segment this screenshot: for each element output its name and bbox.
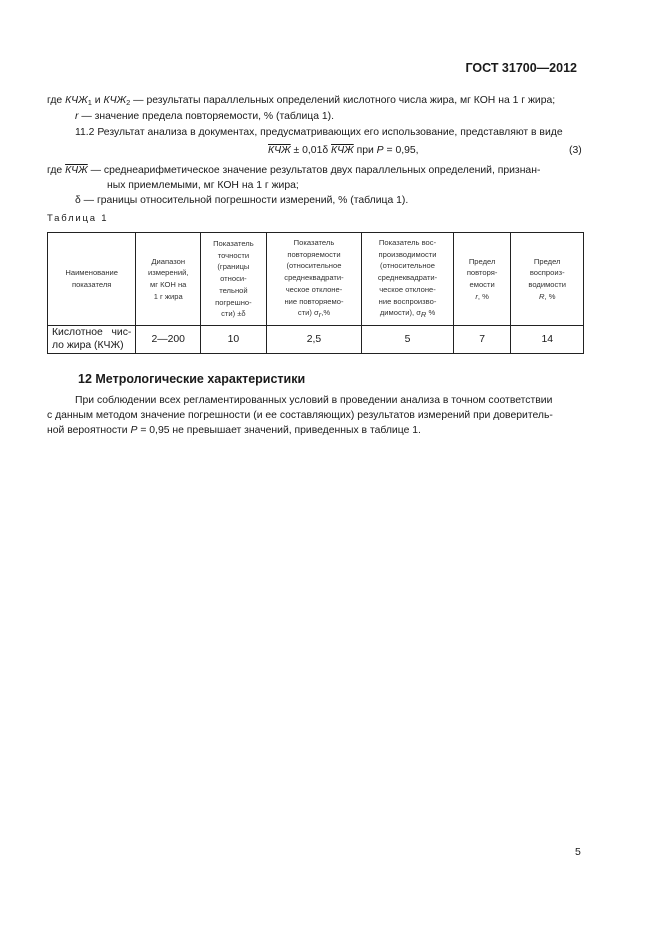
symbol-kchzh1: КЧЖ [65,95,88,106]
legend-repeatability-limit [75,109,334,124]
table-header-row [48,233,584,326]
legend-kchzh-mean [47,163,540,178]
section-text-line-3: ной вероятности P = 0,95 не превышает значений, приведенных в таблице 1. [47,425,421,436]
cell-indicator-name: Кислотное чис- ло жира (КЧЖ) [48,326,136,354]
header-repeatability-limit: Предел повторя- емости r, % [453,233,511,326]
legend-delta: δ — границы относительной погрешности измерений, % (таблица 1). [75,195,409,206]
symbol-p: P [376,145,384,156]
legend-kchzh-results [47,93,555,110]
cell-range: 2—200 [136,326,201,354]
cell-sigma-R: 5 [362,326,454,354]
document-header: ГОСТ 31700—2012 [465,61,577,75]
section-text-line-1: При соблюдении всех регламентированных условий в проведении анализа в точном соответствии [75,395,553,406]
symbol-r: r [75,111,79,122]
header-reproducibility-limit: Предел воспроиз- водимости R, % [511,233,584,326]
legend-kchzh-mean-cont: ных приемлемыми, мг КОН на 1 г жира; [107,180,299,191]
cell-r-limit: 7 [453,326,511,354]
section-text-line-2: с данным методом значение погрешности (и ее составляющих) результатов измерений при доверитель- [47,410,553,421]
subscript-2: 2 [126,98,131,107]
table-caption: Таблица 1 [47,213,109,224]
symbol-kchzh-mean: КЧЖ [331,145,354,156]
section-title: 12 Метрологические характеристики [78,372,306,386]
page-number: 5 [575,846,581,858]
formula-text: при [353,145,377,156]
header-measurement-range: Диапазон измерений, мг КОН на 1 г жира [136,233,201,326]
table-row [48,326,584,354]
legend-and: и [91,95,104,106]
symbol-kchzh-mean: КЧЖ [65,165,88,176]
header-indicator-name: Наименование показателя [48,233,136,326]
legend-text: — результаты параллельных определений кислотного числа жира, мг КОН на 1 г жира; [130,95,556,106]
formula-text: = 0,95, [383,145,419,156]
legend-where: где [47,165,66,176]
formula-number: (3) [569,145,582,156]
cell-accuracy: 10 [201,326,267,354]
formula-3 [268,143,419,158]
symbol-kchzh-mean: КЧЖ [268,145,291,156]
legend-text: — среднеарифметическое значение результатов двух параллельных определений, признан- [87,165,541,176]
header-repeatability: Показатель повторяемости (относительное среднеквадрати- ческое отклоне- ние повторяемо- сти) σr,% [266,233,362,326]
symbol-kchzh2: КЧЖ [103,95,127,106]
formula-mid: ± 0,01δ [290,145,332,156]
metrology-table [47,232,584,354]
legend-where: где [47,95,66,106]
legend-text: — значение предела повторяемости, % (таблица 1). [78,111,335,122]
subscript-1: 1 [87,98,92,107]
cell-sigma-r: 2,5 [266,326,362,354]
cell-R-limit: 14 [511,326,584,354]
paragraph-11-2: 11.2 Результат анализа в документах, предусматривающих его использование, представляют в виде [75,127,563,138]
header-reproducibility: Показатель вос- производимости (относительное среднеквадрати- ческое отклоне- ние воспроизво- димости), σR % [362,233,454,326]
header-accuracy: Показатель точности (границы относи- тельной погрешно- сти) ±δ [201,233,267,326]
